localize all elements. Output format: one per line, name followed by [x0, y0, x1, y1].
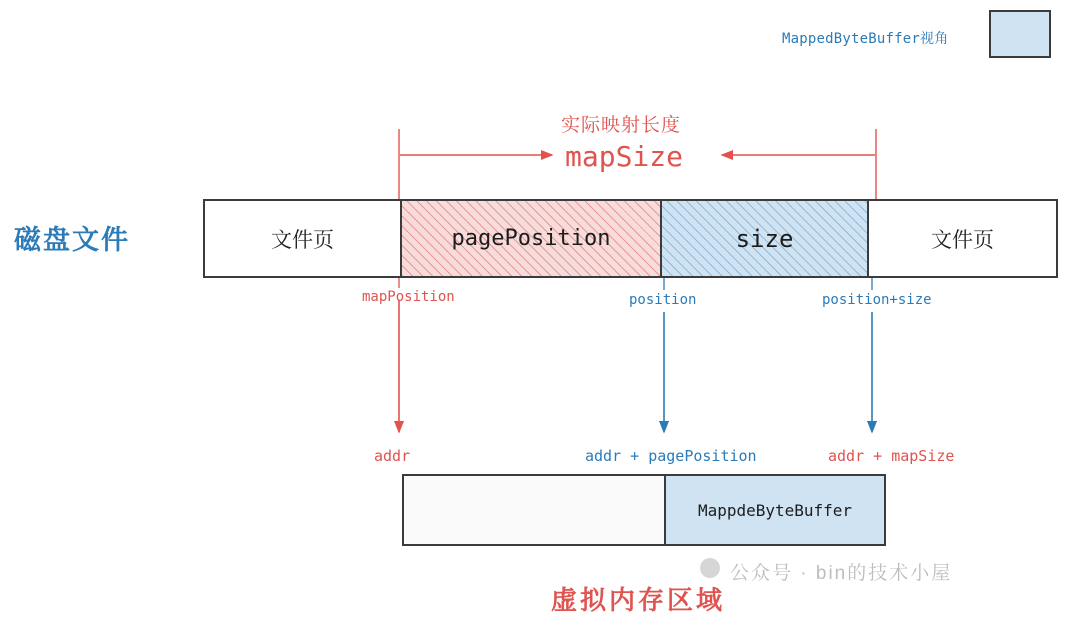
disk-file-bar [203, 199, 1058, 278]
watermark-icon [700, 558, 720, 578]
legend-label: MappedByteBuffer视角 [782, 31, 949, 47]
addr-label: addr [374, 447, 411, 465]
position-plus-size-label: position+size [822, 292, 932, 308]
size-segment: size [662, 201, 869, 276]
addr-plus-map-size-label: addr + mapSize [828, 447, 955, 465]
map-size-label: mapSize [565, 140, 684, 173]
disk-file-title: 磁盘文件 [14, 225, 130, 255]
virtual-memory-title: 虚拟内存区域 [551, 585, 726, 615]
virtual-memory-bar [402, 474, 886, 546]
watermark-text: 公众号 · bin的技术小屋 [730, 563, 953, 584]
file-page-segment-left: 文件页 [205, 201, 400, 276]
file-page-segment-right: 文件页 [869, 201, 1056, 276]
mapped-region-unused [404, 476, 666, 544]
mapped-byte-buffer-region: MappdeByteBuffer [666, 476, 884, 544]
map-position-label: mapPosition [362, 289, 455, 305]
addr-plus-page-position-label: addr + pagePosition [585, 447, 757, 465]
position-label: position [629, 292, 697, 308]
legend-color-swatch [989, 10, 1051, 58]
map-length-title: 实际映射长度 [561, 115, 682, 136]
page-position-segment: pagePosition [400, 201, 662, 276]
